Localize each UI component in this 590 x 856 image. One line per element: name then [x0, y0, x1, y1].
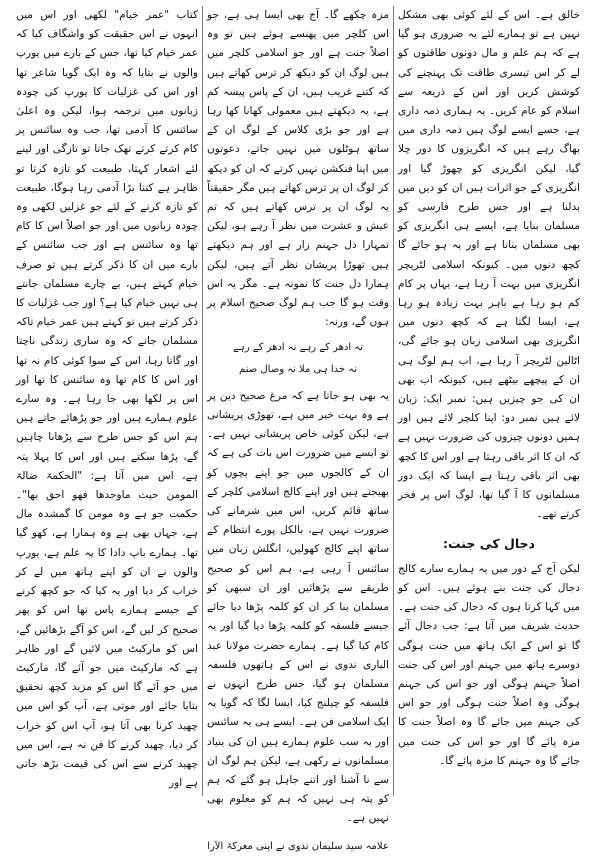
verse-line-2: نہ خدا ہی ملا نہ وصال صنم: [239, 363, 357, 375]
column-right-paragraph-1: خالق ہے۔ اس کے لئے کوئی بھی مشکل نہیں ہے تو ہمارے لئے یہ ضروری ہو گیا ہے کہ ہم علم و مال دونوں طاقتوں کو لے کر اس تیسری طاقت تک پہنچنے کی کوشش کریں اور اس کے ذریعہ سے اسلام کو عام کریں۔ یہ ہماری ذمہ داری ہے، جسے ایسے لوگ ہیں ذمہ داری میں بھاگ رہے ہیں کہ انگریزوں کا دور چلا گیا، لیکن انگریزی کو چھوڑ گیا اور انگریزی کے جو اثرات ہیں ان کو دیں میں بدلنا ہے اور جس طرح فارسی کو مسلمان بنایا ہے، ایسے ہی انگریزی کو بھی مسلمان بنانا ہے اور یہ ہو جائے گا کچھ دنوں میں۔ کیونکہ اسلامی لٹریچر انگریزی میں بہت آ رہا ہے، یہاں پر کام کم ہو رہا ہے باہر بہت زیادہ ہو رہا ہے، ایسا لگتا ہے کہ کچھ دنوں میں انگریزی بھی اسلامی زبان ہو جائے گی، اٹالین لٹریچر آ رہا ہے، اب ہم لوگ ہی ان کے پیچھے بیٹھے ہیں، کیونکہ اب بھی ان کی جو چیزیں ہیں: نمبر ایک: زبان لائے ہیں نمبر دو: اپنا کلچر لائے ہیں اور ہمیں دونوں چیزوں کی ضرورت نہیں ہے کہ ان کا اثر باقی رہتا ہے اور اس کا کچھ بھی اثر باقی رہتا ہے ایسا کہ ایک دور مسلمانوں کا آ گیا تھا، لوگ اس پر فخر کرتے تھے۔: [398, 9, 580, 521]
verse-line-1: نہ ادھر کے رہے نہ ادھر کے رہے: [233, 342, 363, 354]
column-right: [394, 6, 584, 796]
verse-couplet: [207, 338, 389, 378]
column-middle-paragraph-1: مزہ چکھے گا۔ آج بھی ایسا ہی ہے، جو اس کلچر میں پھنسے ہوئے ہیں تو وہ اصلاً جنت ہے اور جو اسلامی کلچر میں ہیں لوگ ان کو دیکھ کر ترس کھاتے ہیں کہ کتنے غریب ہیں، ان کے پاس پیسہ کم ہے، یہ دیکھتے ہیں معمولی کھانا کھا رہا ہے اور جو بڑی کلاس کے لوگ ان کے ساتھ ہوٹلوں میں نہیں جاتے، دعوتوں میں اپنا فنکشن نہیں کرتے کہ ان کو دیکھ کر لوگ ان پر ترس کھاتے ہیں مگر حقیقتاً یہ لوگ ان پر ترس کھاتے ہیں کہ تم عیش و عشرت میں نظر آ رہے ہو، لیکن تمہارا دل جہنم زار ہے اور ہم دیکھتے ہیں تھوڑا پریشان نظر آتے ہیں، لیکن ہمارا دل جنت کا نمونہ ہے۔ مگر یہ اس وقت ہو گا جب ہم لوگ صحیح اسلام پر ہوں گے، ورنہ:: [207, 9, 389, 329]
section-heading-dajjal: دجال کی جنت:: [443, 536, 535, 552]
column-left-paragraph-1: کتاب "عمر خیام" لکھی اور اس میں انہوں نے اس حقیقت کو واشگاف کیا کہ عمر خیام کیا تھا، جس کے بارے میں یورپ والوں نے بتایا کہ وہ ایک گویا شاعر تھا اور اس کی غزلیات کا یورپ کی چودہ زبانوں میں ترجمہ ہوا، لیکن وہ اعلیٰ سائنس کا آدمی تھا، جب وہ سائنس پر کام کرتے کرتے تھک جاتا تو تازگی اور لینے لئے اشعار کہتا، طبیعت کو تازہ کرتا تو ظاہر ہے کتنا بڑا آدمی رہا ہوگا، طبیعت کو تازہ کرنے کے لئے جو غزلیں لکھی وہ چودہ زبانوں میں اور جو اصلاً اس کا کام تھا وہ سائنس ہے اور جب سائنس کے بارے میں ان کا ذکر کرتے ہیں تو صرف خیام کہتے ہیں، بے چارے مسلمان جانتے ہی نہیں خیام کیا ہے؟ اور جب غزلیات کا ذکر کرتے ہیں تو کہتے ہیں عمر خیام تاکہ مسلمان جانے کہ وہ ساری زندگی ناچتا اور گاتا رہا، اس کے سوا کوئی کام نہ تھا اور اس کا کام تھا وہ سائنس کا تھا اور اس پر لکھا بھی جا رہا ہے۔ وہ سارے علوم ہمارے ہیں اور جو پڑھائے جاتے ہیں ہم اس کو جس طرح سے پڑھانا چاہیں گے، پڑھا سکتے ہیں اور اس کا پہلا پتہ ہے، اس میں آتا ہے: "الحکمۃ ضالۃ المومن حیث ماوجدھا فھو احق بھا"۔ حکمت جو ہے وہ مومن کا گمشدہ مال ہے، جہاں بھی ہے وہ ہمارا ہے، کھو گیا تھا۔ ہمارے باپ دادا کا یہ علم ہے، یورپ والوں نے ان کو اپنے ہاتھ میں لے کر خراب کر دیا اور یہ کیا کہ جو کچھ کرنے کے جیسے ہمارے پاس تھا اس کو پھر صحیح کر لیں گے، اس کو آگے بڑھائیں گے، اس کو مارکیٹ میں لائیں گے اور ظاہر ہے کہ مارکیٹ میں جو آئے گا، مارکیٹ میں جو آئے گا اس کو مزید کچھ تحقیق بتایا جائے اور موتی ہے، آپ کو اس میں چھید کرنا بھی آتا ہو، آپ اس کو خراب کر دیا، چھید کرنے کا فن نہ ہے، اس میں چھید کرنے سے اس کی قیمت بڑھ جاتی ہے اور: [16, 9, 198, 790]
citation-line: علامہ سید سلیمان ندوی نے اپنی معرکۃ الآرا: [207, 840, 389, 852]
column-left: [12, 6, 202, 796]
column-middle-paragraph-2: یہ بھی ہو جاتا ہے کہ مرغ صحیح دین پر ہے وہ بہت خیر میں ہے، تھوڑی پریشانی ہے، لیکن کوئی خاص پریشانی نہیں ہے۔ تو ایسے میں ضرورت اس بات کی ہے کہ ان کے کالجوں میں جو اپنے بچوں کو بھیجتے ہیں اور اپنے کالج اسلامی کلچر کے ساتھ قائم کریں، اس میں شرمانے کی ضرورت نہیں ہے، بالکل پورے انتظام کے ساتھ اپنے کالج کھولیں، انگلش زبان میں سائنس آ رہی ہے، ہم اس کو صحیح طریقے سے پڑھائیں اور ان سبھی کو مسلمان بنا کر ان کو کلمہ پڑھا دیا جائے جیسے فلسفہ کو کلمہ پڑھا دیا گیا اور یہ کام کیا گیا ہے۔ ہمارے حضرت مولانا عبد الباری ندوی نے اس کے ہاتھوں فلسفہ مسلمان ہو گیا، جس طرح انہوں نے فلسفہ کو چیلنج کیا، ایسا لگا کہ گویا یہ ایک اسلامی فن ہے۔ ایسے ہی یہ سائنس اور یہ سب علوم ہمارے ہیں ان کی بنیاد مسلمانوں نے رکھی ہے، لیکن ہم لوگ ان سے نا آشنا اور اتنے جاہل ہو گئے کہ ہم کو پتہ ہی نہیں کہ ہم کو معلوم بھی نہیں ہے۔: [207, 389, 389, 825]
column-divider-left: [202, 6, 203, 796]
column-middle: [203, 6, 393, 852]
column-divider-right: [393, 6, 394, 796]
column-right-paragraph-2: لیکن آج کے دور میں یہ ہمارے سارے کالج دجال کی جنت بنے ہوئے ہیں۔ اس کو میں کہا کرتا ہوں کہ دجال کی جنت ہے۔ حدیث شریف میں آتا ہے: جب دجال آئے گا تو اس کے ایک ہاتھ میں جنت ہوگی دوسرے ہاتھ میں جہنم اور اس کی جنت اصلاً جہنم ہوگی اور جو اس کی جہنم ہوگی وہ اصلاً جنت ہوگی اور جو اس کی جہنم میں جائے گا وہ اصلاً جنت کا مزہ پائے گا اور جو اس کی جنت میں جائے گا وہ جہنم کا مزہ پائے گا۔: [398, 562, 580, 767]
